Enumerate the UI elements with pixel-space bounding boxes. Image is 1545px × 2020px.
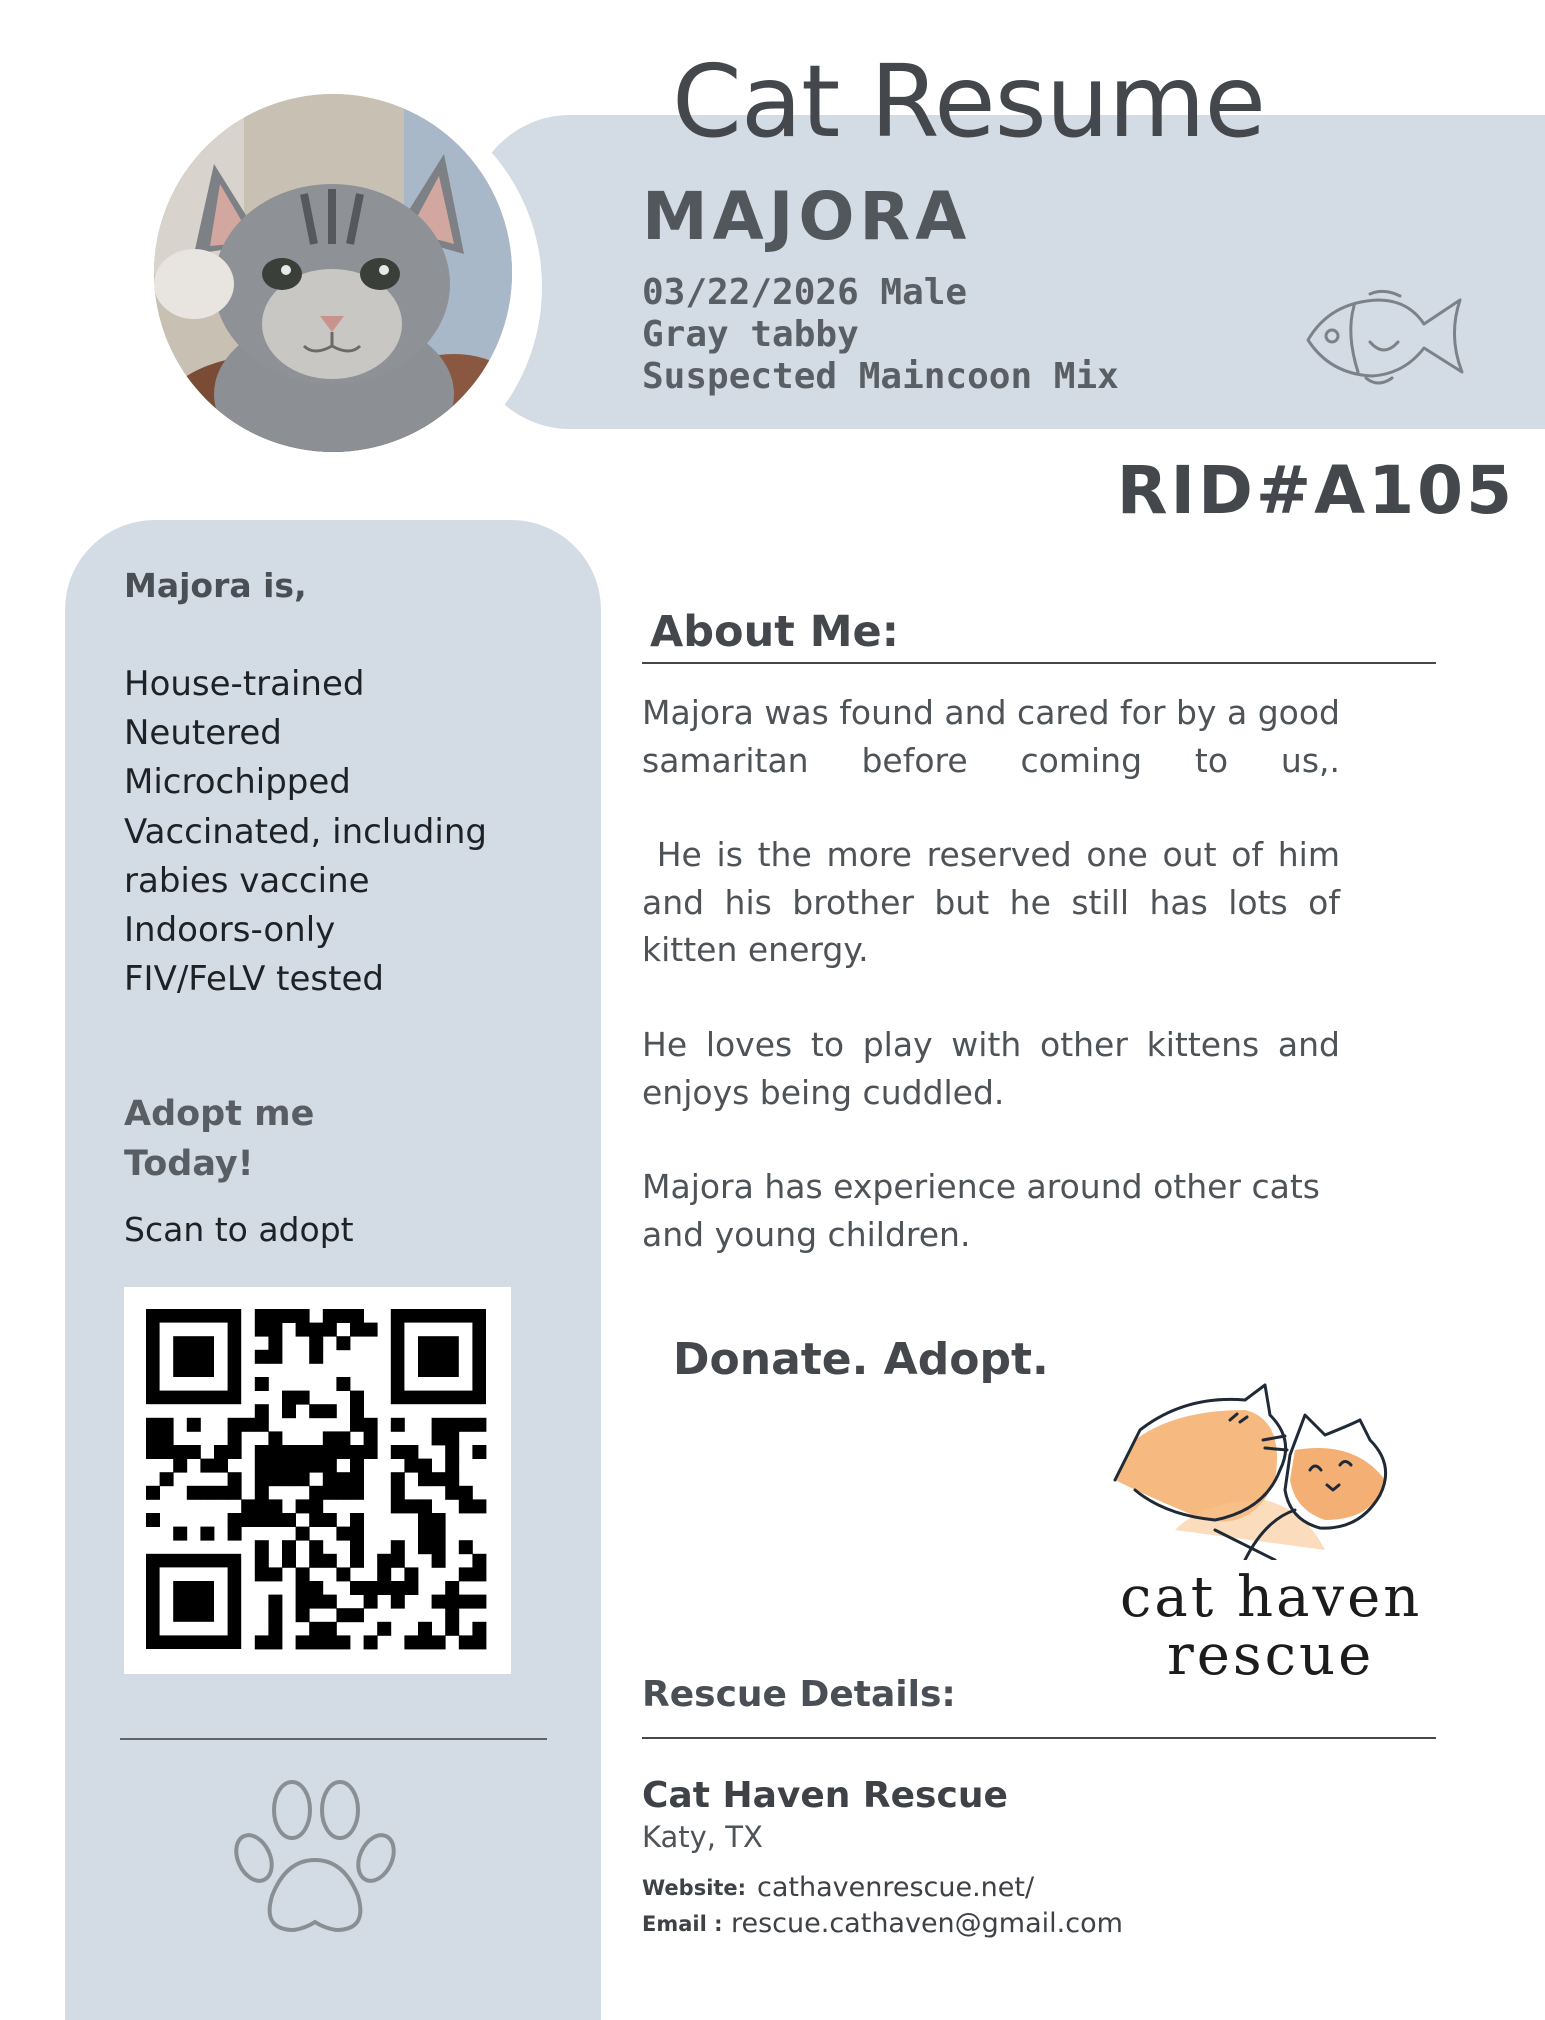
trait-item: House-trained xyxy=(124,664,365,704)
website-link[interactable]: cathavenrescue.net/ xyxy=(757,1872,1035,1903)
trait-item: FIV/FeLV tested xyxy=(124,959,384,1000)
logo-text-line1: cat haven xyxy=(1120,1565,1423,1630)
cat-haven-logo xyxy=(1095,1370,1405,1564)
traits-list xyxy=(124,660,487,1004)
about-paragraph: Majora has experience around other cats and young children. xyxy=(642,1167,1320,1254)
org-name: Cat Haven Rescue xyxy=(642,1775,1008,1816)
email-label: Email : xyxy=(642,1912,723,1936)
paw-icon xyxy=(232,1778,398,1942)
rescue-details-heading: Rescue Details: xyxy=(642,1674,956,1715)
adopt-heading-line2: Today! xyxy=(124,1144,254,1184)
trait-item: Microchipped xyxy=(124,762,351,803)
adopt-heading-line1: Adopt me xyxy=(124,1094,315,1134)
rescue-divider xyxy=(642,1737,1436,1739)
about-paragraph: Majora was found and cared for by a good samaritan before coming to us,. xyxy=(642,693,1340,780)
qr-code-graphic xyxy=(124,1287,511,1674)
cat-breed: Suspected Maincoon Mix xyxy=(642,356,1119,397)
email-link[interactable]: rescue.cathaven@gmail.com xyxy=(731,1908,1123,1939)
cat-coat: Gray tabby xyxy=(642,314,859,355)
traits-heading: Majora is, xyxy=(124,566,307,605)
trait-item: rabies vaccine xyxy=(124,860,370,901)
scan-label: Scan to adopt xyxy=(124,1210,354,1249)
page-title: Cat Resume xyxy=(672,43,1266,160)
logo-text-line2: rescue xyxy=(1167,1623,1375,1688)
trait-item: Neutered xyxy=(124,713,282,754)
about-divider xyxy=(642,662,1436,664)
fish-icon xyxy=(1300,284,1470,392)
about-paragraph: He loves to play with other kittens and enjoys being cuddled. xyxy=(642,1025,1340,1112)
website-label: Website: xyxy=(642,1876,747,1900)
trait-item: Vaccinated, including xyxy=(124,811,487,852)
about-heading: About Me: xyxy=(650,607,899,657)
org-location: Katy, TX xyxy=(642,1820,763,1854)
donate-adopt-tagline: Donate. Adopt. xyxy=(673,1334,1049,1385)
adopt-qr-code[interactable] xyxy=(124,1287,511,1674)
cat-birthdate-sex: 03/22/2026 Male xyxy=(642,272,968,313)
about-paragraph: He is the more reserved one out of him and his brother but he still has lots of kitten energy. xyxy=(642,835,1351,969)
trait-item: Indoors-only xyxy=(124,910,336,951)
cat-photo xyxy=(154,94,512,452)
sidebar-divider xyxy=(120,1738,547,1740)
cat-name: MAJORA xyxy=(642,178,972,255)
rescue-id: RID#A105 xyxy=(1116,452,1515,529)
